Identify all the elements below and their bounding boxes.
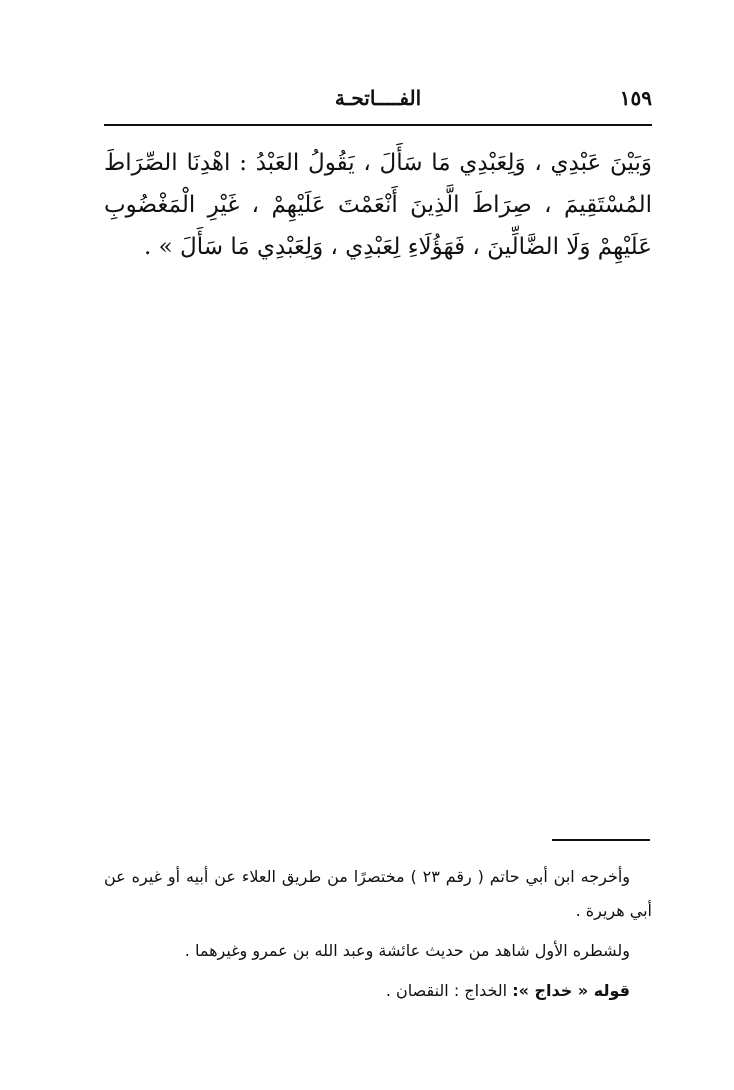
footnote-3-text: الخداج : النقصان . — [385, 981, 513, 1000]
footnotes — [104, 860, 652, 1014]
page-number: ١٥٩ — [619, 86, 652, 110]
page-header — [104, 86, 652, 116]
footnote-2: ولشطره الأول شاهد من حديث عائشة وعبد الله بن عمرو وغيرهما . — [184, 941, 630, 960]
footnote-separator — [552, 839, 650, 841]
footnote-3 — [104, 974, 652, 1008]
header-rule — [104, 124, 652, 126]
footnote-3-label: قوله « خداج »: — [512, 981, 630, 1000]
main-text: وَبَيْنَ عَبْدِي ، وَلِعَبْدِي مَا سَأَلَ ، يَقُولُ العَبْدُ : اهْدِنَا الصِّرَاطَ المُسْتَقِيمَ ، صِرَاطَ الَّذِينَ أَنْعَمْتَ عَلَيْهِمْ ، غَيْرِ الْمَغْضُوبِ عَلَيْهِمْ وَلَا الضَّالِّينَ ، فَهَؤُلَاءِ لِعَبْدِي ، وَلِعَبْدِي مَا سَأَلَ » . — [104, 150, 652, 260]
footnote-1: وأخرجه ابن أبي حاتم ( رقم ٢٣ ) مختصرًا من طريق العلاء عن أبيه أو غيره عن أبي هريرة . — [104, 867, 652, 920]
running-title: الفــــاتحـة — [334, 86, 422, 110]
